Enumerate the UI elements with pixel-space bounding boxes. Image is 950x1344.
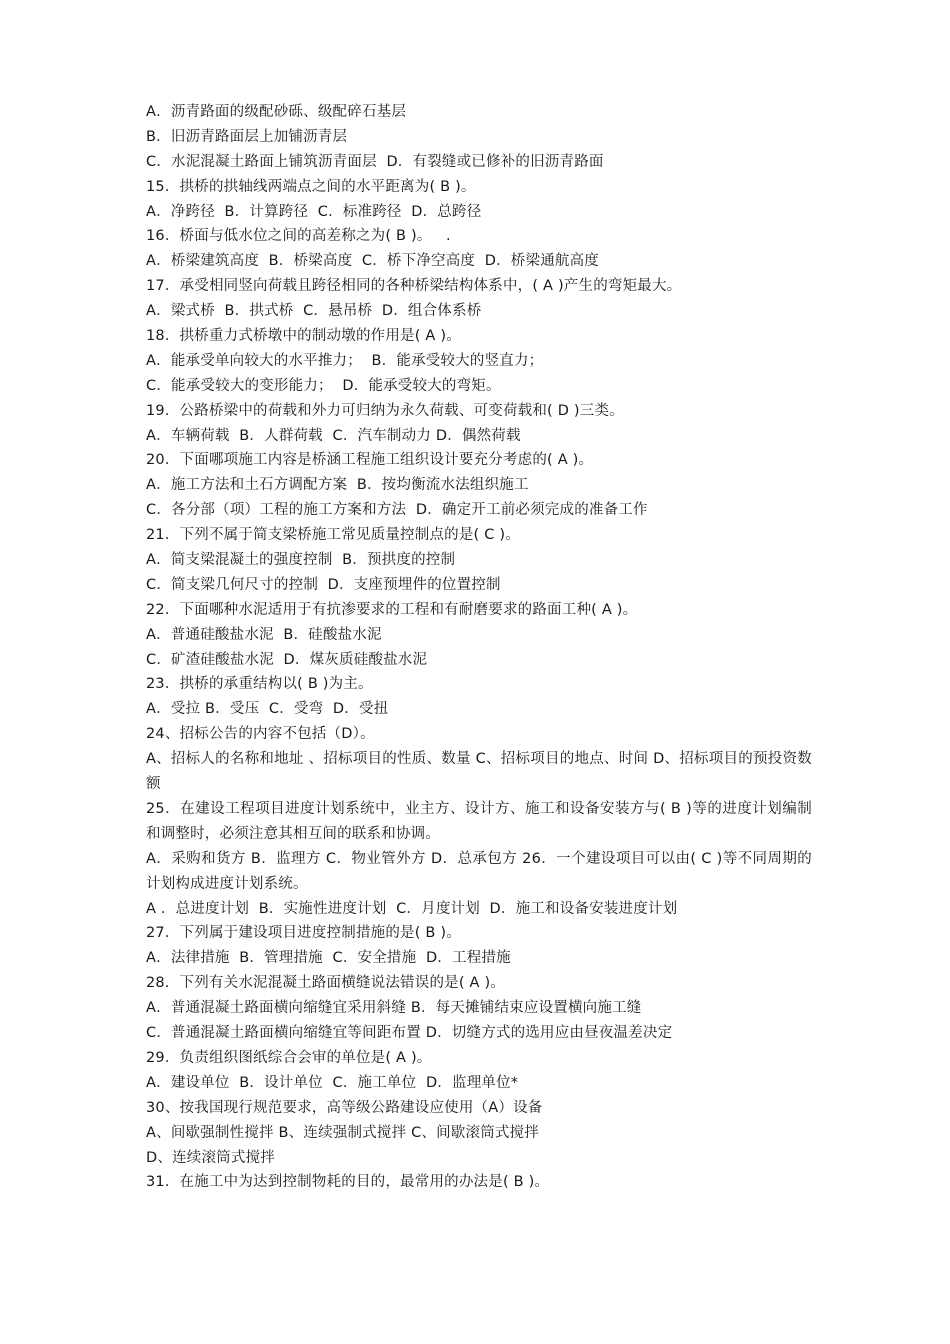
text-line: A．沥青路面的级配砂砾、级配碎石基层	[146, 104, 407, 120]
question-line: 24、招标公告的内容不包括（D）。	[146, 726, 375, 743]
options-line: A．简支梁混凝土的强度控制 B．预拱度的控制	[146, 552, 456, 569]
options-line: C．普通混凝土路面横向缩缝宜等间距布置 D．切缝方式的选用应由昼夜温差决定	[146, 1025, 673, 1042]
options-line: A．普通混凝土路面横向缩缝宜采用斜缝 B．每天摊铺结束应设置横向施工缝	[146, 1000, 642, 1017]
options-line: A ．总进度计划 B．实施性进度计划 C．月度计划 D．施工和设备安装进度计划	[146, 900, 678, 917]
options-line: A．建设单位 B．设计单位 C．施工单位 D．监理单位*	[146, 1074, 519, 1091]
options-line: D、连续滚筒式搅拌	[146, 1149, 275, 1166]
options-line: A．能承受单向较大的水平推力； B．能承受较大的竖直力；	[146, 352, 544, 369]
text-line: C．水泥混凝土路面上铺筑沥青面层 D．有裂缝或已修补的旧沥青路面	[146, 153, 604, 170]
question-line: 23．拱桥的承重结构以( B )为主。	[146, 676, 373, 693]
options-line: A、间歇强制性搅拌 B、连续强制式搅拌 C、间歇滚筒式搅拌	[146, 1124, 540, 1141]
document-body	[146, 100, 812, 1195]
question-line: 19．公路桥梁中的荷载和外力可归纳为永久荷载、可变荷载和( D )三类。	[146, 402, 624, 419]
options-line: C．简支梁几何尺寸的控制 D．支座预埋件的位置控制	[146, 576, 501, 593]
question-line: 17．承受相同竖向荷载且跨径相同的各种桥梁结构体系中，( A )产生的弯矩最大。	[146, 278, 682, 295]
question-line: 22．下面哪种水泥适用于有抗渗要求的工程和有耐磨要求的路面工种( A )。	[146, 601, 638, 618]
question-paragraph: 25．在建设工程项目进度计划系统中，业主方、设计方、施工和设备安装方与( B )等的进度计划编制和调整时，必须注意其相互间的联系和协调。	[146, 800, 812, 842]
options-line: A．施工方法和土石方调配方案 B．按均衡流水法组织施工	[146, 477, 529, 494]
question-line: 20．下面哪项施工内容是桥涵工程施工组织设计要充分考虑的( A )。	[146, 452, 594, 469]
options-line: C．各分部（项）工程的施工方案和方法 D．确定开工前必须完成的准备工作	[146, 502, 648, 519]
options-line: A．普通硅酸盐水泥 B．硅酸盐水泥	[146, 626, 382, 643]
options-line: A．车辆荷载 B．人群荷载 C．汽车制动力 D．偶然荷载	[146, 427, 521, 444]
text-line: B．旧沥青路面层上加铺沥青层	[146, 128, 348, 145]
options-line: A．受拉 B．受压 C．受弯 D．受扭	[146, 701, 389, 718]
question-line: 30、按我国现行规范要求，高等级公路建设应使用（A）设备	[146, 1099, 543, 1116]
question-line: 16．桥面与低水位之间的高差称之为( B )。 .	[146, 228, 451, 245]
question-line: 15．拱桥的拱轴线两端点之间的水平距离为( B )。	[146, 178, 476, 195]
options-paragraph: A、招标人的名称和地址 、招标项目的性质、数量 C、招标项目的地点、时间 D、招标项目的预投资数额	[146, 751, 812, 793]
options-line: A．桥梁建筑高度 B．桥梁高度 C．桥下净空高度 D．桥梁通航高度	[146, 253, 600, 270]
question-line: 18．拱桥重力式桥墩中的制动墩的作用是( A )。	[146, 328, 461, 345]
question-line: 29．负责组织图纸综合会审的单位是( A )。	[146, 1049, 432, 1066]
options-paragraph: A．采购和货方 B．监理方 C．物业管外方 D．总承包方 26．一个建设项目可以由( C )等不同周期的计划构成进度计划系统。	[146, 850, 812, 892]
question-line: 27．下列属于建设项目进度控制措施的是( B )。	[146, 925, 461, 942]
question-line: 28．下列有关水泥混凝土路面横缝说法错误的是( A )。	[146, 975, 506, 992]
options-line: A．法律措施 B．管理措施 C．安全措施 D．工程措施	[146, 950, 511, 967]
options-line: C．矿渣硅酸盐水泥 D．煤灰质硅酸盐水泥	[146, 651, 428, 668]
question-line: 21．下列不属于简支梁桥施工常见质量控制点的是( C )。	[146, 527, 520, 544]
options-line: A．梁式桥 B．拱式桥 C．悬吊桥 D．组合体系桥	[146, 303, 482, 320]
question-line: 31．在施工中为达到控制物耗的目的，最常用的办法是( B )。	[146, 1174, 550, 1191]
options-line: C．能承受较大的变形能力； D．能承受较大的弯矩。	[146, 377, 501, 394]
options-line: A．净跨径 B．计算跨径 C．标准跨径 D．总跨径	[146, 203, 482, 220]
